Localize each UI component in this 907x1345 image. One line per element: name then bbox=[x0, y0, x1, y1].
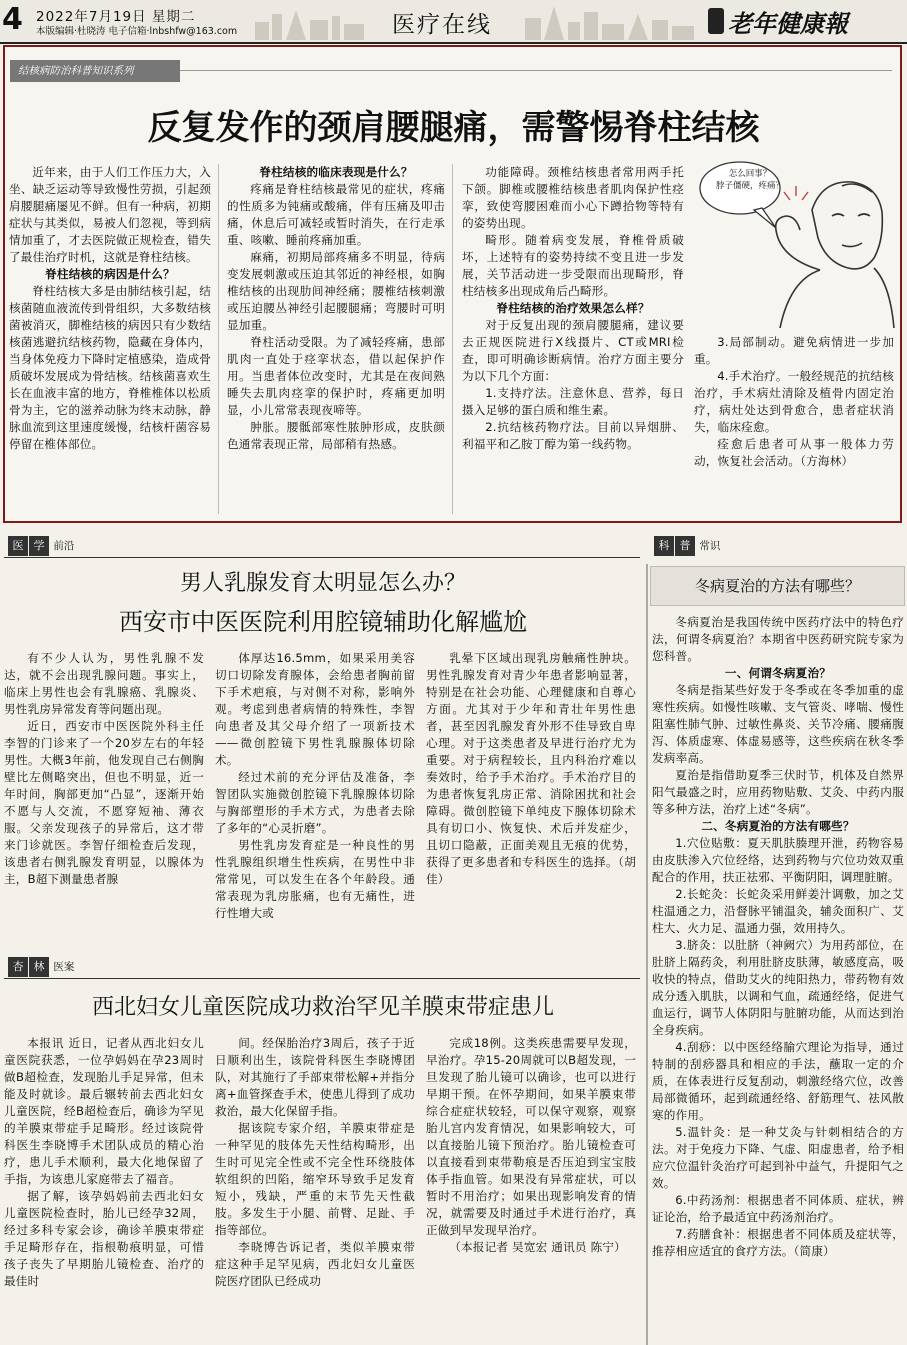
logo-seal-icon bbox=[708, 8, 724, 34]
paragraph: 麻痛，初期局部疼痛多不明显，待病变发展刺激或压迫其邻近的神经根，如胸椎结核的出现肋间神经痛；腰椎结核刺激或压迫腰丛神经引起腰腿痛；弯腰时可明显加重。 bbox=[227, 250, 445, 332]
subheading: 二、冬病夏治的方法有哪些？ bbox=[701, 819, 855, 833]
paragraph: 功能障碍。颈椎结核患者常用两手托下颌。脚椎或腰椎结核患者肌肉保护性痉挛，致使弯腰困难而小心下蹲拾物等特有的姿势出现。 bbox=[462, 165, 684, 230]
article-column-3 bbox=[426, 1035, 636, 1343]
article-headline: 西北妇女儿童医院成功救治罕见羊膜束带症患儿 bbox=[91, 995, 554, 1020]
paragraph: 疼痛是脊柱结核最常见的症状，疼痛的性质多为钝痛或酸痛，伴有压痛及叩击痛，休息后可减轻或暂时消失，在行走承重、咳嗽、睡前疼痛加重。 bbox=[227, 182, 445, 247]
newspaper-logo: 老年健康報 bbox=[728, 9, 848, 38]
paragraph: 据该院专家介绍，羊膜束带症是一种罕见的肢体先天性结构畸形，出生时可见完全性或不完全性环绕肢体软组织的凹陷，缩窄环导致手足发育短小，残缺，严重的末节先天性截肢。多发生于小腿、前臂、足趾、手指等部位。 bbox=[215, 1121, 415, 1237]
issue-date: 2022年7月19日 星期二 bbox=[36, 9, 196, 25]
article-column-2 bbox=[215, 650, 415, 955]
paragraph: 近年来，由于人们工作压力大，入坐、缺乏运动等导致慢性劳损，引起颈肩腰腿痛屡见不鲜。但有一种病，初期症状与其类似，易被人们忽视，等到病情加重了，才去医院做正规检查，错失了最佳治疗时机，这就是脊柱结核。 bbox=[9, 165, 211, 264]
paragraph: 脊柱结核大多是由肺结核引起，结核菌随血液流传到骨组织，大多数结核菌被消灭，脚椎结核的病因只有少数结核菌逃避抗结核药物，隐藏在身体内，当身体免疫力下降时定植感染，造成骨质破坏发展成为骨结核。结核菌喜欢生长在血液丰富的地方，脊椎椎体以松质骨为主，它的滋养动脉为终末动脉，静脉血流到这里速度缓慢，结核杆菌容易停留在椎体部位。 bbox=[9, 284, 211, 451]
article-column-2 bbox=[215, 1035, 415, 1343]
section-badge: 普 bbox=[675, 536, 695, 556]
paragraph: 1.穴位贴敷：夏天肌肤腠理开泄，药物容易由皮肤渗入穴位经络，达到药物与穴位功效双重配合的作用，扶正祛邪、平衡阴阳，调理脏腑。 bbox=[652, 836, 904, 884]
skyline-decoration-icon bbox=[520, 2, 700, 40]
paragraph: 4.刮痧：以中医经络腧穴理论为指导，通过特制的刮痧器具和相应的手法，蘸取一定的介质，在体表进行反复刮动，刺激经络穴位，改善局部微循环，起到疏通经络、舒筋理气、祛风散寒的作用。 bbox=[652, 1040, 904, 1122]
paragraph: 7.药膳食补：根据患者不同体质及症状等，推荐相应适宜的食疗方法。（简康） bbox=[652, 1227, 904, 1258]
paragraph: （本报记者 吴宽宏 通讯员 陈宁） bbox=[449, 1240, 626, 1254]
section-badge: 科 bbox=[654, 536, 674, 556]
page-number: 4 bbox=[2, 2, 23, 37]
article-column-1 bbox=[4, 650, 204, 955]
paragraph: 痊愈后患者可从事一般体力劳动，恢复社会活动。（方海林） bbox=[694, 437, 894, 468]
paragraph: 本报讯 近日，记者从西北妇女儿童医院获悉，一位孕妈妈在孕23周时做B超检查，发现胎儿手足异常，但未能及时就诊。最后辗转前去西北妇女儿童医院，经B超检查后，确诊为罕见的羊膜束带症手足畸形。经过该院骨科医生李晓博手术团队成员的精心治疗，患儿手术顺利，最大化地保留了手指，为该患儿家庭带去了福音。 bbox=[4, 1036, 204, 1186]
paragraph: 男性乳房发育症是一种良性的男性乳腺组织增生性疾病，在男性中非常常见，可以发生在各个年龄段。通常表现为乳房胀痛，也有无痛性，进行性增大或 bbox=[215, 838, 415, 920]
article-headline: 男人乳腺发育太明显怎么办？ bbox=[179, 571, 466, 596]
paragraph: 3.脐灸：以肚脐（神阙穴）为用药部位，在肚脐上隔药灸，利用肚脐皮肤薄，敏感度高，吸收快的特点，借助艾火的纯阳热力，带药物有效成分透入肌肤，以调和气血，疏通经络，促进气血运行，调节人体阴阳与脏腑功能，从而达到治全身疾病。 bbox=[652, 938, 904, 1037]
subheading: 一、何谓冬病夏治？ bbox=[724, 666, 832, 680]
paragraph: 间。经保胎治疗3周后，孩子于近日顺利出生，该院骨科医生李晓博团队，对其施行了手部束带松解+并指分离+血管探查手术，使患儿得到了成功救治，最大化保留手指。 bbox=[215, 1036, 415, 1118]
paragraph: 体厚达16.5mm，如果采用美容切口切除发育腺体，会给患者胸前留下手术疤痕，与对侧不对称，影响外观。考虑到患者病情的特殊性，李智向患者及其父母介绍了一项新技术——微创腔镜下男性乳腺腺体切除术。 bbox=[215, 651, 415, 767]
column-divider bbox=[218, 164, 219, 514]
subheading: 脊柱结核的病因是什么？ bbox=[45, 267, 175, 281]
series-rule bbox=[180, 70, 892, 71]
subheading: 脊柱结核的治疗效果怎么样？ bbox=[496, 301, 650, 315]
paragraph: 据了解，该孕妈妈前去西北妇女儿童医院检查时，胎儿已经孕32周，经过多科专家会诊，确诊羊膜束带症手足畸形存在，指根勒痕明显，可惜孩子丧失了早期胎儿镜检查、治疗的最佳时 bbox=[4, 1189, 204, 1288]
section-label: 前沿 bbox=[53, 540, 75, 552]
paragraph: 1.支持疗法。注意休息、营养，每日摄入足够的蛋白质和维生素。 bbox=[462, 386, 684, 417]
paragraph: 4.手术治疗。一般经规范的抗结核治疗，手术病灶清除及植骨内固定治疗，病灶处达到骨愈合，患者症状消失，临床痊愈。 bbox=[694, 369, 894, 434]
paragraph: 6.中药汤剂：根据患者不同体质、症状，辨证论治，给予最适宜中药汤剂治疗。 bbox=[652, 1193, 904, 1224]
paragraph: 近日，西安市中医医院外科主任李智的门诊来了一个20岁左右的年轻男性。大概3年前，他发现自己右侧胸壁比左侧略突出，但也不明显，近一年时间，胸部更加“凸显”，逐渐开始不愿与人交流，不愿穿短袖、薄衣服。父亲发现孩子的异常后，这才带来门诊就医。李智仔细检查后发现，该患者右侧乳腺发育明显，以腺体为主，B超下测量患者腺 bbox=[4, 719, 204, 886]
paragraph: 对于反复出现的颈肩腰腿痛，建议要去正规医院进行X线摄片、CT或MRI检查，即可明确诊断病情。治疗方面主要分为以下几个方面： bbox=[462, 318, 684, 383]
editor-info: 本版编辑·杜晓涛 电子信箱·lnbshfw@163.com bbox=[36, 26, 238, 37]
feature-headline: 反复发作的颈肩腰腿痛，需警惕脊柱结核 bbox=[147, 108, 760, 148]
feature-column-1 bbox=[9, 164, 211, 516]
feature-column-2 bbox=[227, 164, 445, 516]
column-divider bbox=[452, 164, 453, 514]
section-badge: 林 bbox=[29, 957, 49, 977]
paragraph: 李晓博告诉记者，类似羊膜束带症这种手足罕见病，西北妇女儿童医院医疗团队已经成功 bbox=[215, 1240, 415, 1288]
section-tag-case-report bbox=[4, 957, 644, 977]
section-title: 医疗在线 bbox=[392, 12, 492, 38]
section-label: 常识 bbox=[699, 540, 721, 552]
paragraph: 5.温针灸：是一种艾灸与针刺相结合的方法。对于免疫力下降、气虚、阳虚患者，给予相应穴位温针灸治疗可起到补中益气，升提阳气之效。 bbox=[652, 1125, 904, 1190]
article-column-3 bbox=[426, 650, 636, 955]
paragraph: 3.局部制动。避免病情进一步加重。 bbox=[694, 335, 894, 366]
section-label: 医案 bbox=[53, 961, 75, 973]
sidebar-title: 冬病夏治的方法有哪些？ bbox=[650, 566, 905, 606]
paragraph: 夏治是指借助夏季三伏时节，机体及自然界阳气最盛之时，应用药物贴敷、艾灸、中药内服等多种方法，治疗上述“冬病”。 bbox=[652, 768, 904, 816]
paragraph: 2.长蛇灸：长蛇灸采用鲜姜汁调敷，加之艾柱温通之力，沿督脉平铺温灸，辅灸面积广、艾柱大、火力足、温通力强，效用持久。 bbox=[652, 887, 904, 935]
feature-column-3 bbox=[462, 164, 684, 516]
paragraph: 乳晕下区域出现乳房触痛性肿块。男性乳腺发育对青少年患者影响显著，特别是在社会功能、心理健康和自尊心方面。尤其对于少年和青壮年男性患者，甚至因乳腺发育外形不佳导致自卑心理。对于这类患者及早进行治疗尤为重要。对于病程较长，且内科治疗难以奏效时，给予手术治疗。手术治疗目的为患者恢复乳房正常、消除困扰和社会障碍。微创腔镜下单纯皮下腺体切除术具有切口小、恢复快、术后并发症少，且切口隐蔽，正面美观且无痕的优势，获得了更多患者和专科医生的选择。（胡佳） bbox=[426, 651, 636, 886]
paragraph: 有不少人认为，男性乳腺不发达，就不会出现乳腺问题。事实上，临床上男性也会有乳腺癌、乳腺炎、男性乳房异常发育等问题出现。 bbox=[4, 651, 204, 716]
article-subheadline: 西安市中医医院利用腔镜辅助化解尴尬 bbox=[119, 608, 527, 636]
paragraph: 脊柱活动受限。为了减轻疼痛，患部肌肉一直处于痉挛状态，借以起保护作用。当患者体位改变时，尤其是在夜间熟睡失去肌肉痉挛的保护时，疼痛更加明显，小儿常常表现夜啼等。 bbox=[227, 335, 445, 417]
paragraph: 肿胀。腰骶部寒性脓肿形成，皮肤颜色通常表现正常，局部稍有热感。 bbox=[227, 420, 445, 451]
section-tag-medicine-frontier bbox=[4, 536, 644, 556]
paragraph: 经过术前的充分评估及准备，李智团队实施微创腔镜下乳腺腺体切除与胸部塑形的手术方式，为患者去除了多年的“心灵折磨”。 bbox=[215, 770, 415, 835]
header-rule bbox=[0, 42, 907, 44]
paragraph: 冬病是指某些好发于冬季或在冬季加重的虚寒性疾病。如慢性咳嗽、支气管炎、哮喘、慢性阻塞性肺气肿、过敏性鼻炎、关节冷痛、腰痛腹泻、体质虚寒、体虚易感等，这些疾病在秋冬季发病率高。 bbox=[652, 683, 904, 765]
sidebar-body bbox=[652, 614, 904, 1344]
section-tag-science bbox=[650, 536, 907, 556]
paragraph: 完成18例。这类疾患需要早发现，早治疗。孕15-20周就可以B超发现，一旦发现了胎儿镜可以确诊，也可以进行早期干预。在怀孕期间，如果羊膜束带综合症症状较轻，可以保守观察，观察胎儿宫内发育情况，如果影响较大，可以直接胎儿镜下预治疗。胎儿镜检查可以直接看到束带勒痕是否压迫到宝宝肢体手指血管。如果没有异常症状，可以暂时不用治疗；如果出现影响发育的情况，就需要及时通过手术进行治疗，真正做到早发现早治疗。 bbox=[426, 1036, 636, 1237]
section-badge: 学 bbox=[29, 536, 49, 556]
article-column-1 bbox=[4, 1035, 204, 1343]
section-badge: 医 bbox=[8, 536, 28, 556]
skyline-decoration-icon bbox=[250, 2, 370, 40]
section-rule bbox=[4, 557, 640, 558]
section-badge: 杏 bbox=[8, 957, 28, 977]
paragraph: 冬病夏治是我国传统中医药疗法中的特色疗法，何谓冬病夏治？本期省中医药研究院专家为您科普。 bbox=[652, 615, 904, 663]
paragraph: 畸形。随着病变发展，脊椎骨质破坏，上述特有的姿势持续不变且进一步发展，关节活动进一步受限而出现畸形，脊柱结核多出现成角后凸畸形。 bbox=[462, 233, 684, 298]
paragraph: 2.抗结核药物疗法。目前以异烟肼、利福平和乙胺丁醇为第一线药物。 bbox=[462, 420, 684, 451]
speech-bubble-text: 怎么回事？ 脖子僵硬，疼痛？ bbox=[715, 169, 784, 191]
section-rule bbox=[4, 978, 640, 979]
series-banner: 结核病防治科普知识系列 bbox=[10, 60, 180, 82]
subheading: 脊柱结核的临床表现是什么？ bbox=[259, 165, 413, 179]
feature-column-4 bbox=[694, 334, 894, 516]
